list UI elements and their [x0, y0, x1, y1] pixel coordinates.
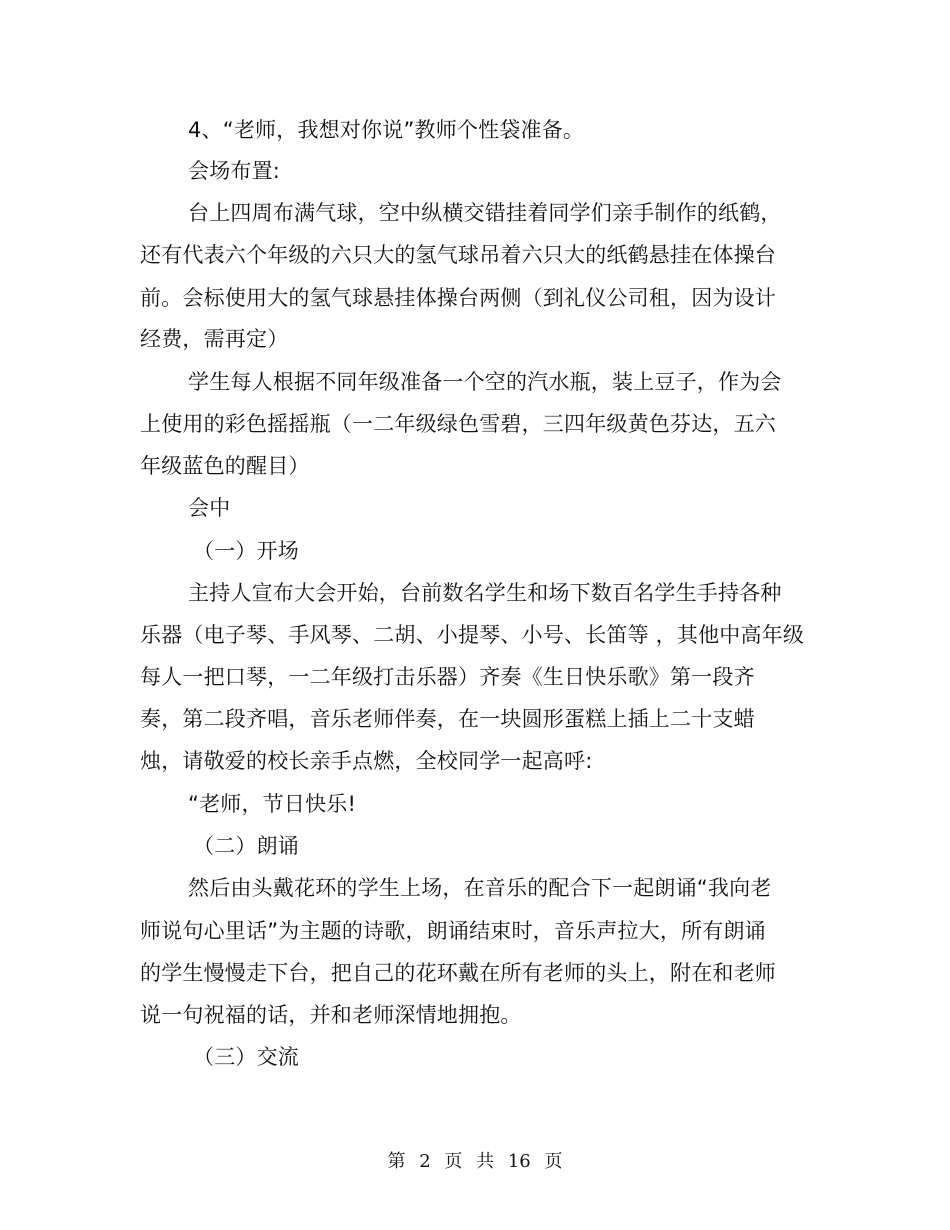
- text-line-3: 台上四周布满气球，空中纵横交错挂着同学们亲手制作的纸鹤，: [188, 201, 782, 225]
- text-line-17: “老师，节日快乐!: [188, 792, 357, 816]
- text-line-9: 年级蓝色的醒目）: [140, 454, 310, 478]
- text-line-4: 还有代表六个年级的六只大的氢气球吊着六只大的纸鹤悬挂在体操台: [140, 243, 776, 267]
- text-line-12: 主持人宣布大会开始，台前数名学生和场下数百名学生手持各种: [188, 581, 782, 605]
- text-line-5: 前。会标使用大的氢气球悬挂体操台两侧（到礼仪公司租，因为设计: [140, 286, 776, 310]
- text-line-19: 然后由头戴花环的学生上场，在音乐的配合下一起朗诵“我向老: [188, 876, 772, 900]
- text-line-6: 经费，需再定）: [140, 327, 289, 351]
- section-heading-2: （二）朗诵: [193, 834, 299, 858]
- page-footer: 第 2 页 共 16 页: [387, 1151, 563, 1172]
- text-line-1: 4、“老师，我想对你说”教师个性袋准备。: [188, 118, 585, 142]
- text-line-20: 师说句心里话”为主题的诗歌，朗诵结束时，音乐声拉大，所有朗诵: [140, 919, 766, 943]
- text-line-7: 学生每人根据不同年级准备一个空的汽水瓶，装上豆子，作为会: [188, 370, 782, 394]
- text-line-21: 的学生慢慢走下台，把自己的花环戴在所有老师的头上，附在和老师: [140, 961, 776, 985]
- section-heading-3: （三）交流: [193, 1045, 299, 1069]
- text-line-15: 奏，第二段齐唱，音乐老师伴奏，在一块圆形蛋糕上插上二十支蜡: [140, 707, 755, 731]
- text-line-13: 乐器（电子琴、手风琴、二胡、小提琴、小号、长笛等 ，其他中高年级: [140, 623, 805, 647]
- text-line-22: 说一句祝福的话，并和老师深情地拥抱。: [140, 1003, 522, 1027]
- text-line-14: 每人一把口琴，一二年级打击乐器）齐奏《生日快乐歌》第一段齐: [140, 665, 755, 689]
- text-line-16: 烛，请敬爱的校长亲手点燃，全校同学一起高呼:: [140, 749, 593, 773]
- text-line-10: 会中: [188, 496, 231, 520]
- text-line-8: 上使用的彩色摇摇瓶（一二年级绿色雪碧，三四年级黄色芬达，五六: [140, 412, 776, 436]
- text-line-2: 会场布置:: [188, 159, 281, 183]
- section-heading-1: （一）开场: [193, 539, 299, 563]
